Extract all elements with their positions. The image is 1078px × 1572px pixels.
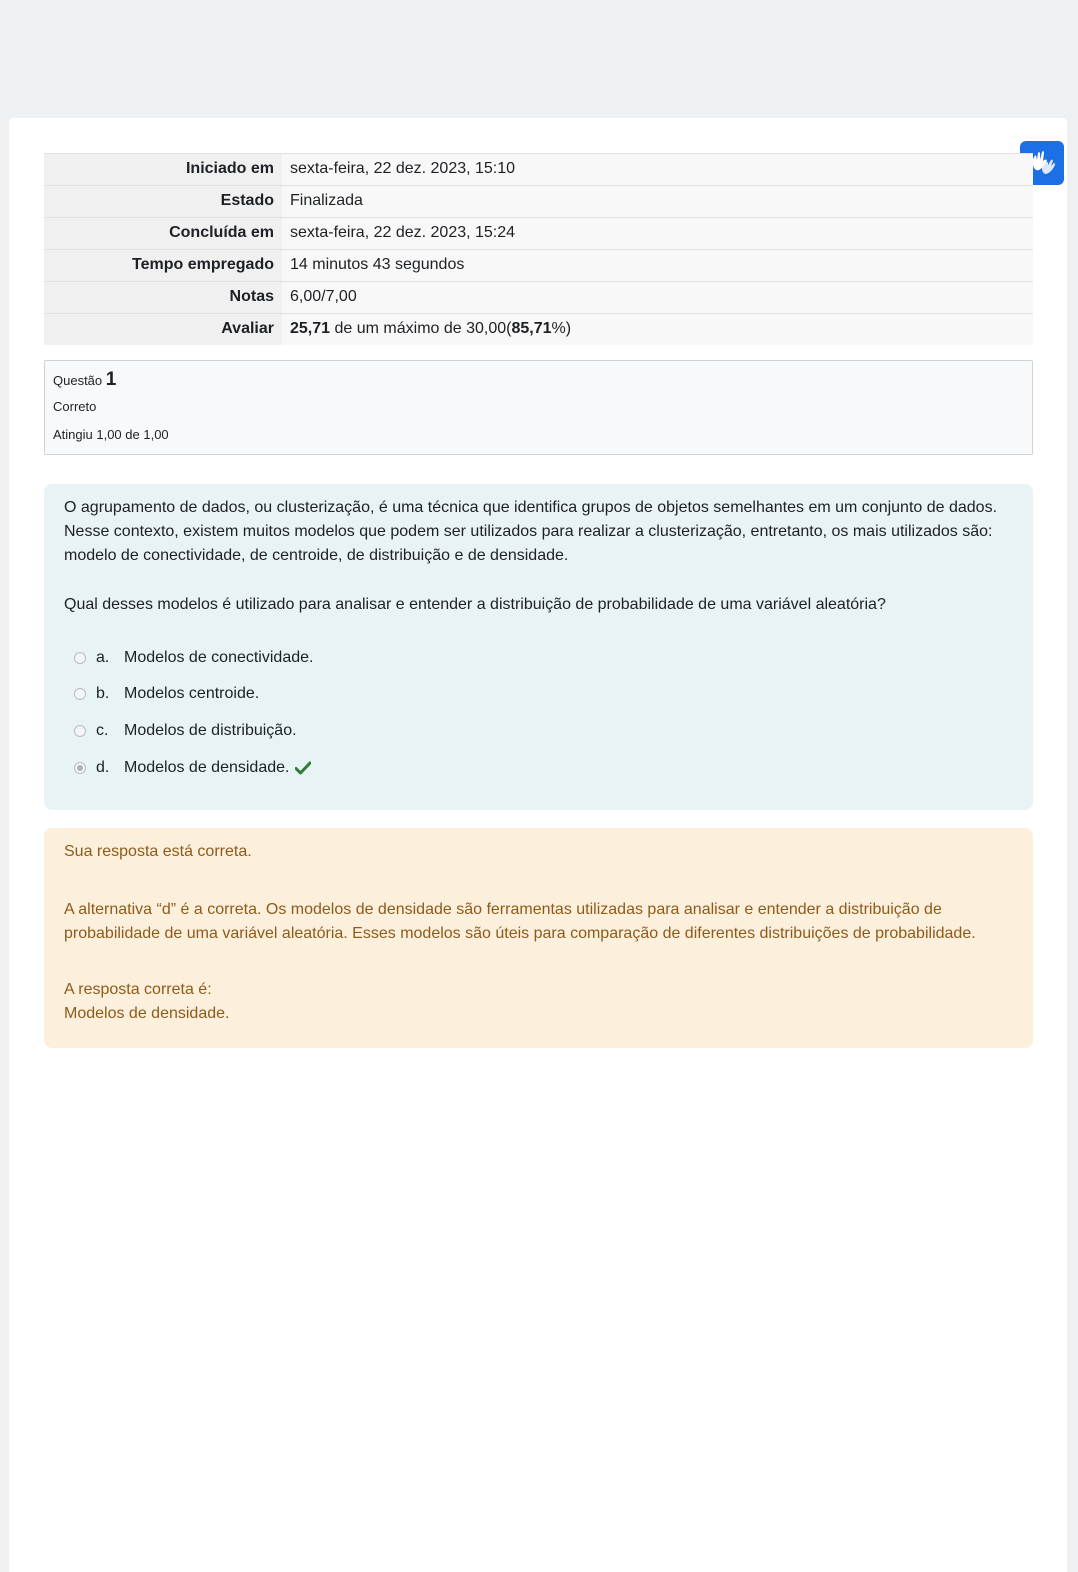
option-c[interactable] [74, 719, 297, 743]
option-text: Modelos de distribuição. [124, 722, 297, 739]
check-icon [295, 761, 311, 775]
summary-label: Concluída em [44, 218, 282, 250]
summary-label: Avaliar [44, 314, 282, 346]
correct-answer-value: Modelos de densidade. [64, 1005, 230, 1022]
summary-value: Finalizada [282, 186, 1033, 218]
correct-answer-label: A resposta correta é: [64, 981, 212, 998]
summary-row-marks [44, 282, 1033, 314]
question-text: O agrupamento de dados, ou clusterização, é uma técnica que identifica grupos de objetos semelhantes em um conjunto de dados. Nesse contexto, existem muitos modelos que podem ser utilizados para realizar a clusterização, entretanto, os mais utilizados são: modelo de conectividade, de centroide, de distribuição e de densidade. [64, 499, 998, 564]
summary-row-started [44, 154, 1033, 186]
feedback-explanation: A alternativa “d” é a correta. Os modelos de densidade são ferramentas utilizadas para analisar e entender a distribuição de probabilidade de uma variável aleatória. Esses modelos são úteis para comparação de diferentes distribuições de probabilidade. [64, 901, 976, 942]
question-number [53, 369, 116, 391]
option-b[interactable] [74, 682, 259, 706]
grade-score: 25,71 [290, 320, 331, 337]
question-formulation [44, 484, 1033, 810]
summary-row-grade [44, 314, 1033, 346]
radio-option-b[interactable] [74, 688, 86, 700]
summary-label: Tempo empregado [44, 250, 282, 282]
option-letter: d. [96, 759, 110, 776]
option-text: Modelos de conectividade. [124, 649, 314, 666]
question-state: Correto [53, 399, 97, 414]
summary-row-state [44, 186, 1033, 218]
radio-option-a[interactable] [74, 652, 86, 664]
attempt-summary-table [44, 153, 1033, 345]
question-number-value: 1 [105, 369, 117, 390]
option-d[interactable] [74, 756, 311, 780]
question-prefix: Questão [53, 373, 103, 388]
question-prompt: Qual desses modelos é utilizado para analisar e entender a distribuição de probabilidade de uma variável aleatória? [64, 596, 886, 613]
summary-value: sexta-feira, 22 dez. 2023, 15:24 [282, 218, 1033, 250]
grade-percent: 85,71 [511, 320, 552, 337]
radio-option-c[interactable] [74, 725, 86, 737]
grade-middle: de um máximo de 30,00( [330, 320, 512, 337]
summary-row-time-taken [44, 250, 1033, 282]
option-text: Modelos de densidade. [124, 759, 290, 776]
radio-option-d[interactable] [74, 762, 86, 774]
summary-value [282, 314, 1033, 346]
summary-label: Estado [44, 186, 282, 218]
question-grade: Atingiu 1,00 de 1,00 [53, 427, 169, 442]
option-letter: a. [96, 649, 110, 666]
summary-label: Notas [44, 282, 282, 314]
option-letter: c. [96, 722, 109, 739]
option-a[interactable] [74, 646, 313, 670]
summary-value: 14 minutos 43 segundos [282, 250, 1033, 282]
summary-label: Iniciado em [44, 154, 282, 186]
option-text: Modelos centroide. [124, 685, 260, 702]
feedback-box [44, 828, 1033, 1048]
grade-suffix: %) [551, 320, 572, 337]
summary-row-completed [44, 218, 1033, 250]
option-letter: b. [96, 685, 110, 702]
feedback-status: Sua resposta está correta. [64, 843, 252, 860]
question-info-box [44, 360, 1033, 455]
summary-value: 6,00/7,00 [282, 282, 1033, 314]
summary-value: sexta-feira, 22 dez. 2023, 15:10 [282, 154, 1033, 186]
